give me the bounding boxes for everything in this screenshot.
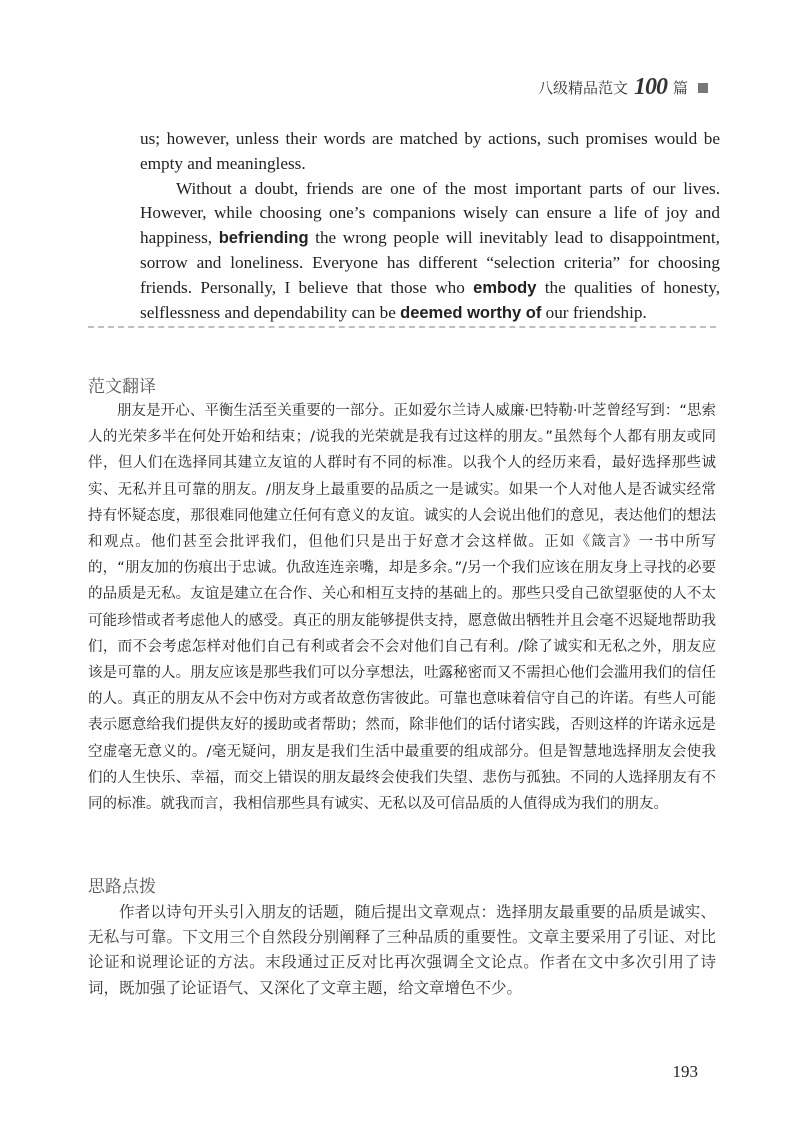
- translation-heading: 范文翻译: [88, 377, 156, 397]
- english-text: Without a doubt, friends are one of the most important parts of our lives. However, while choosing one’s companions wisely can ensure a life of joy and happiness,: [140, 178, 720, 248]
- header-suffix: 篇: [672, 79, 688, 97]
- translation-body: 朋友是开心、平衡生活至关重要的一部分。正如爱尔兰诗人威廉·巴特勒·叶芝曾经写到：“思索人的光荣多半在何处开始和结束；/说我的光荣就是我有过这样的朋友。”虽然每个人都有朋友或同伴，但人们在选择同其建立友谊的人群时有不同的标准。以我个人的经历来看，最好选择那些诚实、无私并且可靠的朋友。/朋友身上最重要的品质之一是诚实。如果一个人对他人是否诚实经常持有怀疑态度，那很难同他建立任何有意义的友谊。诚实的人会说出他们的意见，表达他们的想法和观点。他们甚至会批评我们，但他们只是出于好意才会这样做。正如《箴言》一书中所写的，“朋友加的伤痕出于忠诚。仇敌连连亲嘴，却是多余。”/另一个我们应该在朋友身上寻找的必要的品质是无私。友谊是建立在合作、关心和相互支持的基础上的。那些只受自己欲望驱使的人不太可能珍惜或者考虑他人的感受。真正的朋友能够提供支持，愿意做出牺牲并且会毫不迟疑地帮助我们，而不会考虑怎样对他们自己有利或者会不会对他们自己有利。/除了诚实和无私之外，朋友应该是可靠的人。朋友应该是那些我们可以分享想法，吐露秘密而又不需担心他们会滥用我们的信任的人。真正的朋友从不会中伤对方或者故意伤害彼此。可靠也意味着信守自己的许诺。有些人可能表示愿意给我们提供友好的援助或者帮助；然而，除非他们的话付诸实践，否则这样的许诺永远是空虚毫无意义的。/毫无疑问，朋友是我们生活中最重要的组成部分。但是智慧地选择朋友会使我们的人生快乐、幸福，而交上错误的朋友最终会使我们失望、悲伤与孤独。不同的人选择朋友有不同的标准。就我而言，我相信那些具有诚实、无私以及可信品质的人值得成为我们的朋友。: [88, 403, 716, 813]
- english-text: the wrong people will inevitably lead to disappointment, sorrow and loneliness. Everyone has different “selection criteria” for choosing friends. Personally, I believe that those who: [140, 228, 720, 297]
- tips-body: 作者以诗句开头引入朋友的话题，随后提出文章观点：选择朋友最重要的品质是诚实、无私与可靠。下文用三个自然段分别阐释了三种品质的重要性。文章主要采用了引证、对比论证和说理论证的方法。末段通过正反对比再次强调全文论点。作者在文中多次引用了诗词，既加强了论证语气、又深化了文章主题，给文章增色不少。: [88, 903, 716, 997]
- tips-heading: 思路点拨: [88, 877, 156, 897]
- header-square-mark: [698, 83, 708, 93]
- english-essay: [140, 127, 720, 325]
- header-label: 八级精品范文: [537, 79, 628, 97]
- bold-phrase: befriending: [218, 229, 309, 248]
- english-paragraph-1: us; however, unless their words are matched by actions, such promises would be empty and meaningless.: [140, 129, 720, 173]
- page-number: 193: [672, 1062, 698, 1081]
- bold-phrase: deemed worthy of: [400, 303, 542, 322]
- english-text: the qualities of honesty, selflessness and dependability can be: [140, 277, 721, 322]
- section-divider: [88, 326, 716, 328]
- bold-phrase: embody: [473, 278, 537, 297]
- english-paragraph-2: [140, 177, 720, 326]
- english-text: our friendship.: [541, 302, 647, 322]
- running-header: [538, 74, 708, 101]
- header-number: 100: [633, 74, 667, 100]
